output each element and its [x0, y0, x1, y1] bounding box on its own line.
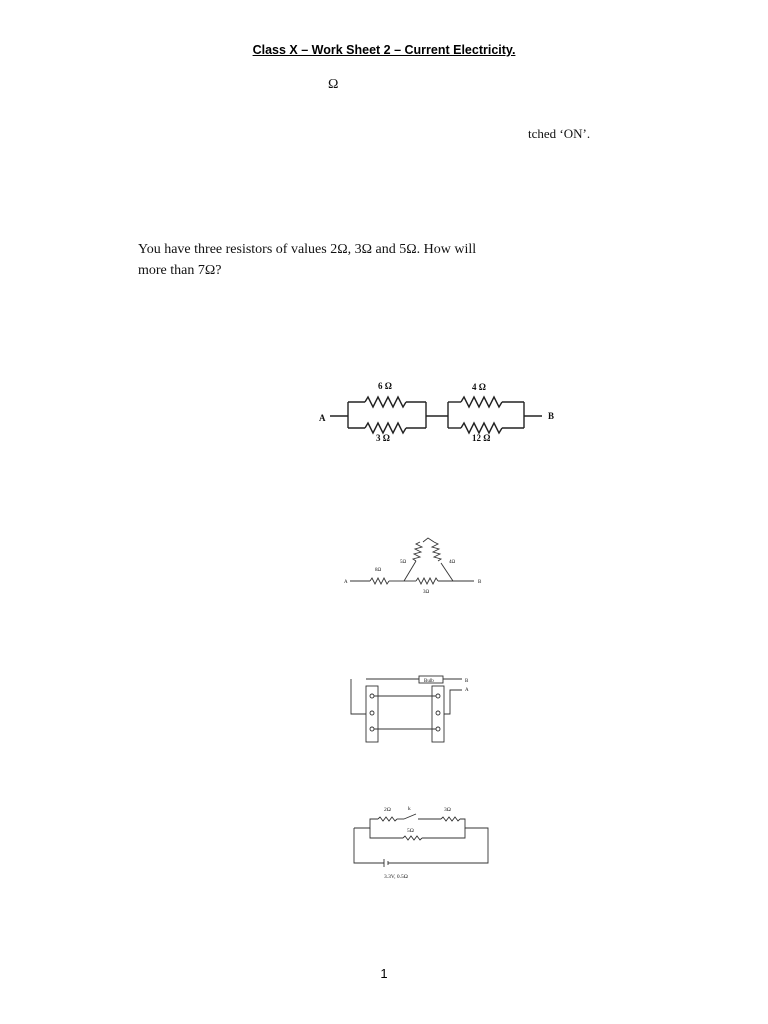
- resistor-5-ohm: [413, 542, 422, 561]
- wire: [444, 690, 462, 714]
- resistor-5-ohm: [403, 836, 422, 840]
- resistor-label-5-ohm: 5Ω: [400, 560, 407, 565]
- wire: [351, 679, 366, 714]
- ohm-symbol-fragment: Ω: [328, 77, 339, 92]
- resistor-4-ohm: [461, 397, 502, 407]
- terminal-a-label: A: [465, 688, 469, 693]
- resistor-label-4-ohm: 4Ω: [449, 560, 456, 565]
- wire: [354, 819, 378, 828]
- resistor-3-ohm: [365, 423, 406, 433]
- resistor-3-ohm: [441, 817, 460, 821]
- resistor-3-ohm: [416, 578, 438, 584]
- resistor-label-3-ohm: 3Ω: [423, 590, 430, 595]
- switch-label: k: [408, 806, 411, 812]
- resistor-4-ohm: [432, 542, 441, 561]
- terminal-a-label: A: [319, 413, 326, 423]
- switch-k: [404, 814, 416, 819]
- resistor-label-3-ohm: 3 Ω: [376, 433, 390, 443]
- resistor-label-8-ohm: 8Ω: [375, 568, 382, 573]
- wire: [460, 819, 472, 828]
- terminal-point: [370, 694, 374, 698]
- switched-on-fragment: tched ‘ON’.: [528, 126, 591, 141]
- resistor-12-ohm: [461, 423, 502, 433]
- terminal-point: [370, 727, 374, 731]
- terminal-point: [436, 711, 440, 715]
- page-number: 1: [380, 966, 388, 981]
- resistor-label-6-ohm: 6 Ω: [378, 381, 392, 391]
- question-line-2: more than 7Ω?: [138, 263, 222, 278]
- wire: [441, 563, 453, 581]
- circuit-diagram-battery-switch: [340, 800, 495, 884]
- resistor-label-12-ohm: 12 Ω: [472, 433, 491, 443]
- terminal-b-label: B: [548, 411, 555, 421]
- wire: [370, 828, 403, 838]
- circuit-diagram-series-parallel: [310, 372, 570, 452]
- terminal-point: [370, 711, 374, 715]
- resistor-label-2-ohm: 2Ω: [384, 807, 391, 813]
- resistor-label-3-ohm: 3Ω: [444, 807, 451, 813]
- wire: [354, 828, 384, 863]
- circuit-diagram-triangle-network: [340, 536, 490, 598]
- terminal-b-label: B: [465, 679, 469, 684]
- wire: [388, 828, 488, 863]
- wire: [423, 538, 434, 542]
- terminal-a-label: A: [344, 580, 348, 585]
- resistor-8-ohm: [370, 578, 389, 584]
- terminal-point: [436, 727, 440, 731]
- bulb-label: Bulb: [424, 679, 434, 684]
- wire: [422, 828, 465, 838]
- resistor-label-4-ohm: 4 Ω: [472, 382, 486, 392]
- resistor-2-ohm: [378, 817, 397, 821]
- terminal-b-label: B: [478, 580, 482, 585]
- resistor-6-ohm: [365, 397, 406, 407]
- battery-label: 3.3V, 0.5Ω: [384, 874, 408, 880]
- worksheet-title: Class X – Work Sheet 2 – Current Electricity.: [252, 43, 516, 57]
- terminal-point: [436, 694, 440, 698]
- circuit-diagram-bulb-board: [346, 672, 476, 744]
- resistor-label-5-ohm: 5Ω: [407, 828, 414, 834]
- battery-cell: [384, 859, 388, 867]
- question-line-1: You have three resistors of values 2Ω, 3Ω and 5Ω. How will: [138, 242, 477, 257]
